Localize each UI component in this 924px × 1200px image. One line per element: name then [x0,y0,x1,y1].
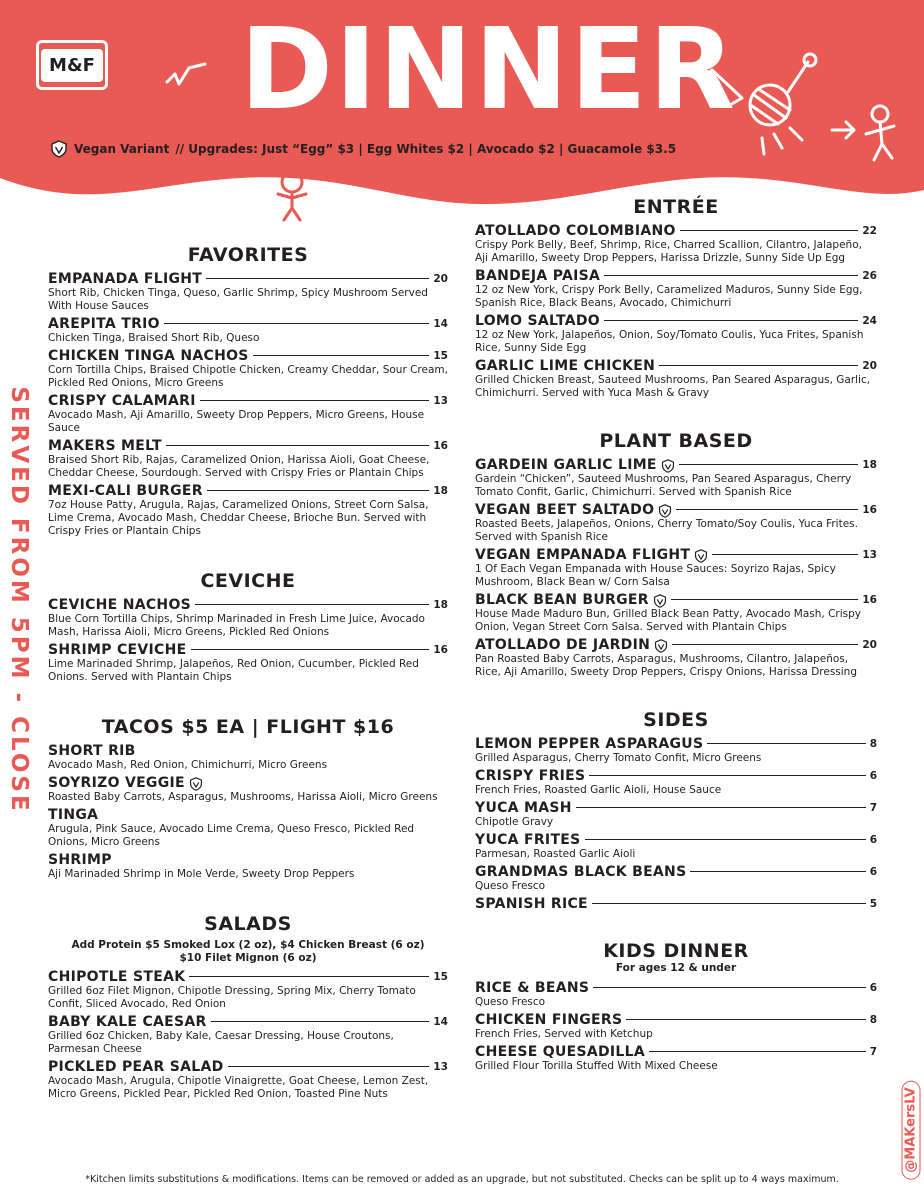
leader-line [164,323,430,324]
menu-item-name: MEXI-CALI BURGER [48,482,203,499]
menu-item-description: Pan Roasted Baby Carrots, Asparagus, Mushrooms, Cilantro, Jalapeños, Rice, Aji Amarillo, Sweety Drop Peppers, Crispy Onions, Harissa Dressing [475,653,857,678]
leader-line [589,775,865,776]
leader-line [626,1019,865,1020]
menu-item-description: Grilled 6oz Filet Mignon, Chipotle Dressing, Spring Mix, Cherry Tomato Confit, Sliced Avocado, Red Onion [48,985,416,1010]
left-column [48,244,448,1103]
section-title: PLANT BASED [599,430,753,452]
menu-item [48,806,448,849]
menu-item [475,591,877,634]
leader-line [671,599,859,600]
menu-item-price: 8 [869,737,877,750]
menu-item-name: CHEESE QUESADILLA [475,1043,645,1060]
menu-item-description: Short Rib, Chicken Tinga, Queso, Garlic Shrimp, Spicy Mushroom Served With House Sauces [48,287,428,312]
upgrades-bar [50,140,676,158]
menu-item-header [48,347,448,364]
menu-item-header [48,851,448,868]
leader-line [576,807,866,808]
menu-item-name: TINGA [48,806,99,823]
brand-logo [36,40,108,90]
menu-item-header [475,799,877,816]
leader-line [672,644,858,645]
menu-item-name: GARLIC LIME CHICKEN [475,357,656,374]
menu-item-description: 12 oz New York, Jalapeños, Onion, Soy/Tomato Coulis, Yuca Frites, Spanish Rice, Sunny Side Egg [475,329,864,354]
menu-item [48,347,448,390]
menu-item-price: 15 [433,349,448,362]
menu-item-price: 20 [862,638,877,651]
section-title: FAVORITES [187,244,309,266]
kitchen-tools-doodle-icon [690,50,820,160]
menu-item-description: Chicken Tinga, Braised Short Rib, Queso [48,332,260,344]
leader-line [206,278,429,279]
menu-item [475,1011,877,1041]
menu-item-description: House Made Maduro Bun, Grilled Black Bean Patty, Avocado Mash, Crispy Onion, Vegan Street Corn Salsa. Served with Plantain Chips [475,608,862,633]
leader-line [207,490,429,491]
menu-item-name: CRISPY FRIES [475,767,586,784]
menu-item-price: 6 [869,833,877,846]
menu-item-header [48,315,448,332]
menu-item-description: Chipotle Gravy [475,816,554,828]
leader-line [166,445,430,446]
menu-item [48,1013,448,1056]
leader-line [195,604,429,605]
menu-item-price: 6 [869,865,877,878]
character-doodle-icon [262,164,322,224]
menu-item-price: 6 [869,769,877,782]
menu-item-price: 16 [433,643,448,656]
menu-item-description: Grilled Flour Torilla Stuffed With Mixed Cheese [475,1060,718,1072]
menu-item-price: 16 [433,439,448,452]
leader-line [592,903,866,904]
runner-doodle-icon [830,100,910,170]
menu-item-description: French Fries, Roasted Garlic Aioli, House Sauce [475,784,722,796]
menu-item-price: 13 [433,394,448,407]
salads-protein-note-2: $10 Filet Mignon (6 oz) [179,952,317,964]
leader-line [680,230,859,231]
menu-item-name: CHICKEN FINGERS [475,1011,623,1028]
menu-item-description: Queso Fresco [475,880,546,892]
menu-item-price: 14 [433,317,448,330]
menu-item [475,799,877,829]
menu-item-description: Arugula, Pink Sauce, Avocado Lime Crema, Queso Fresco, Pickled Red Onions, Micro Greens [48,823,415,848]
menu-item-name: VEGAN BEET SALTADO [475,501,655,518]
menu-item-name: CHICKEN TINGA NACHOS [48,347,249,364]
menu-item-description: Avocado Mash, Red Onion, Chimichurri, Micro Greens [48,759,328,771]
menu-item [475,735,877,765]
leader-line [604,275,858,276]
menu-item [475,767,877,797]
menu-item-price: 6 [869,981,877,994]
menu-item [48,641,448,684]
menu-item-name: PICKLED PEAR SALAD [48,1058,224,1075]
leader-line [211,1021,430,1022]
menu-item-header [475,267,877,284]
menu-item-description: French Fries, Served with Ketchup [475,1028,653,1040]
menu-item-name: EMPANADA FLIGHT [48,270,203,287]
menu-item-header [475,591,877,608]
menu-item-header [48,1058,448,1075]
menu-item-header [475,735,877,752]
menu-item-price: 20 [433,272,448,285]
menu-item-description: Grilled 6oz Chicken, Baby Kale, Caesar Dressing, House Croutons, Parmesan Cheese [48,1030,394,1055]
menu-item [48,1058,448,1101]
logo-text: M&F [41,49,103,82]
menu-item [475,895,877,912]
section-title: TACOS $5 EA | FLIGHT $16 [101,716,395,738]
menu-item [48,742,448,772]
menu-item-price: 16 [862,593,877,606]
menu-item-header [475,636,877,653]
menu-item-description: Crispy Pork Belly, Beef, Shrimp, Rice, Charred Scallion, Cilantro, Jalapeño, Aji Amarillo, Sweety Drop Peppers, Harissa Drizzle, Sunny Side Up Egg [475,239,862,264]
menu-item-description: Avocado Mash, Arugula, Chipotle Vinaigrette, Goat Cheese, Lemon Zest, Micro Greens, Pickled Pear, Pickled Red Onion, Toasted Pine Nuts [48,1075,429,1100]
social-handle [900,1075,922,1185]
menu-item-name: SPANISH RICE [475,895,588,912]
section-title: ENTRÉE [633,196,719,218]
menu-item-name: ATOLLADO COLOMBIANO [475,222,676,239]
leader-line [676,509,858,510]
menu-item-header [475,863,877,880]
kids-section [475,940,877,1073]
menu-item-name: BLACK BEAN BURGER [475,591,649,608]
menu-item-header [475,312,877,329]
vegan-variant-label: Vegan Variant [74,142,170,156]
menu-item-price: 20 [862,359,877,372]
menu-item-name: SHORT RIB [48,742,136,759]
menu-item-description: 12 oz New York, Crispy Pork Belly, Caramelized Maduros, Sunny Side Egg, Spanish Rice, Black Beans, Avocado, Chimichurri [475,284,863,309]
menu-item [48,851,448,881]
ceviche-section [48,570,448,684]
menu-item-description: Roasted Beets, Jalapeños, Onions, Cherry Tomato/Soy Coulis, Yuca Frites. Served with Spanish Rice [475,518,858,543]
menu-item [48,270,448,313]
menu-item-price: 5 [869,897,877,910]
menu-item-header [48,1013,448,1030]
leader-line [585,839,866,840]
menu-item-header [475,1043,877,1060]
menu-item-header [475,895,877,912]
leader-line [593,987,865,988]
section-title: SALADS [204,913,292,935]
menu-item-price: 18 [433,598,448,611]
menu-item-header [475,501,877,518]
menu-item [475,312,877,355]
menu-item-name: RICE & BEANS [475,979,590,996]
menu-item-header [475,767,877,784]
leader-line [649,1051,866,1052]
menu-item-header [48,641,448,658]
menu-item-description: Braised Short Rib, Rajas, Caramelized Onion, Harissa Aioli, Goat Cheese, Cheddar Cheese, Sourdough. Served with Crispy Fries or Plantain Chips [48,454,430,479]
served-from-text: SERVED FROM 5PM - CLOSE [6,386,32,814]
menu-item-price: 18 [433,484,448,497]
menu-item-header [48,596,448,613]
menu-item-price: 13 [862,548,877,561]
menu-item [475,267,877,310]
menu-item-name: YUCA FRITES [475,831,581,848]
leader-line [690,871,865,872]
menu-item-description: Roasted Baby Carrots, Asparagus, Mushrooms, Harissa Aioli, Micro Greens [48,791,438,803]
menu-item [475,222,877,265]
social-handle-text: @MAKersLV [902,1080,921,1179]
upgrades-text: // Upgrades: Just “Egg” $3 | Egg Whites $2 | Avocado $2 | Guacamole $3.5 [175,142,677,156]
menu-item-description: Parmesan, Roasted Garlic Aioli [475,848,636,860]
entree-section [475,196,877,400]
menu-item-name: ATOLLADO DE JARDIN [475,636,651,653]
menu-item-price: 24 [862,314,877,327]
menu-item-header [475,546,877,563]
menu-item [48,437,448,480]
menu-item [475,501,877,544]
salads-protein-note: Add Protein $5 Smoked Lox (2 oz), $4 Chicken Breast (6 oz) [71,939,425,951]
menu-item-description: 1 Of Each Vegan Empanada with House Sauces: Soyrizo Rajas, Spicy Mushroom, Black Bean w/ Corn Salsa [475,563,836,588]
menu-item-name: CRISPY CALAMARI [48,392,196,409]
menu-item-header [48,968,448,985]
menu-item-price: 13 [433,1060,448,1073]
menu-item-name: SHRIMP CEVICHE [48,641,187,658]
menu-item-header [48,392,448,409]
menu-item-price: 8 [869,1013,877,1026]
menu-item-description: Lime Marinaded Shrimp, Jalapeños, Red Onion, Cucumber, Pickled Red Onions. Served with Plantain Chips [48,658,419,683]
menu-item-name: MAKERS MELT [48,437,162,454]
vegan-shield-icon [189,776,203,790]
salads-section [48,913,448,1101]
menu-item-description: Gardein “Chicken”, Sauteed Mushrooms, Pan Seared Asparagus, Cherry Tomato Confit, Garlic, Chimichurri. Served with Spanish Rice [475,473,852,498]
menu-item-name: SHRIMP [48,851,112,868]
vegan-shield-icon [694,548,708,562]
leader-line [189,976,429,977]
menu-item-price: 18 [862,458,877,471]
menu-item-name: CHIPOTLE STEAK [48,968,186,985]
menu-item [475,546,877,589]
section-title: SIDES [643,709,709,731]
menu-item-header [475,222,877,239]
leader-line [253,355,430,356]
menu-item-description: Grilled Asparagus, Cherry Tomato Confit, Micro Greens [475,752,762,764]
menu-item [475,357,877,400]
menu-item-header [48,437,448,454]
footnote: *Kitchen limits substitutions & modifications. Items can be removed or added as an upgrade, but not substituted. Checks can be split up to 4 ways maximum. [85,1174,839,1185]
menu-item-description: Avocado Mash, Aji Amarillo, Sweety Drop Peppers, Micro Greens, House Sauce [48,409,425,434]
menu-item-name: CEVICHE NACHOS [48,596,192,613]
menu-item-price: 16 [862,503,877,516]
menu-item [475,1043,877,1073]
page-title: DINNER [240,5,737,135]
menu-item-description: Corn Tortilla Chips, Braised Chipotle Chicken, Creamy Cheddar, Sour Cream, Pickled Red Onions, Micro Greens [48,364,448,389]
menu-item-header [48,270,448,287]
menu-item [475,863,877,893]
menu-item-header [48,742,448,759]
menu-item-name: GRANDMAS BLACK BEANS [475,863,687,880]
menu-item [48,315,448,345]
menu-item-header [475,831,877,848]
served-from-banner [3,386,35,814]
vegan-shield-icon [653,593,667,607]
menu-item [48,968,448,1011]
tacos-section [48,716,448,881]
menu-item-description: Grilled Chicken Breast, Sauteed Mushrooms, Pan Seared Asparagus, Garlic, Chimichurri. Served with Yuca Mash & Gravy [475,374,871,399]
menu-item-header [475,1011,877,1028]
vegan-shield-icon [658,503,672,517]
leader-line [191,649,430,650]
menu-item-name: YUCA MASH [475,799,572,816]
menu-item [48,596,448,639]
menu-item-name: SOYRIZO VEGGIE [48,774,185,791]
menu-item [48,774,448,804]
menu-item-header [48,482,448,499]
leader-line [228,1066,430,1067]
leader-line [679,464,859,465]
menu-item-description: Queso Fresco [475,996,546,1008]
favorites-section [48,244,448,538]
menu-item-price: 7 [869,1045,877,1058]
squiggle-doodle-icon [165,62,207,90]
leader-line [707,743,865,744]
menu-item-description: Blue Corn Tortilla Chips, Shrimp Marinaded in Fresh Lime Juice, Avocado Mash, Harissa Aioli, Micro Greens, Pickled Red Onions [48,613,425,638]
right-column [475,196,877,1075]
menu-item-name: BABY KALE CAESAR [48,1013,207,1030]
vegan-shield-icon [50,140,68,158]
leader-line [659,365,858,366]
menu-item-name: LEMON PEPPER ASPARAGUS [475,735,704,752]
menu-item-name: VEGAN EMPANADA FLIGHT [475,546,691,563]
menu-item [475,636,877,679]
menu-item-price: 7 [869,801,877,814]
menu-item-header [475,979,877,996]
menu-item-header [475,357,877,374]
leader-line [604,320,858,321]
menu-item-description: Aji Marinaded Shrimp in Mole Verde, Sweety Drop Peppers [48,868,355,880]
kids-age-note: For ages 12 & under [615,962,737,974]
section-title: KIDS DINNER [603,940,749,962]
leader-line [200,400,430,401]
menu-item [475,831,877,861]
vegan-shield-icon [661,458,675,472]
menu-item-name: AREPITA TRIO [48,315,160,332]
menu-item [48,392,448,435]
menu-item-description: 7oz House Patty, Arugula, Rajas, Caramelized Onions, Street Corn Salsa, Lime Crema, Avocado Mash, Cheddar Cheese, Brioche Bun. Served with Crispy Fries or Plantain Chips [48,499,429,537]
menu-item-price: 15 [433,970,448,983]
menu-item-price: 14 [433,1015,448,1028]
menu-item-header [475,456,877,473]
menu-item-header [48,806,448,823]
menu-item [475,979,877,1009]
menu-item-price: 26 [862,269,877,282]
plant-based-section [475,430,877,679]
sides-section [475,709,877,912]
menu-item-price: 22 [862,224,877,237]
menu-item [475,456,877,499]
leader-line [712,554,858,555]
menu-item [48,482,448,538]
menu-item-name: LOMO SALTADO [475,312,600,329]
menu-item-name: GARDEIN GARLIC LIME [475,456,657,473]
menu-item-header [48,774,448,791]
section-title: CEVICHE [200,570,296,592]
menu-item-name: BANDEJA PAISA [475,267,601,284]
vegan-shield-icon [654,638,668,652]
